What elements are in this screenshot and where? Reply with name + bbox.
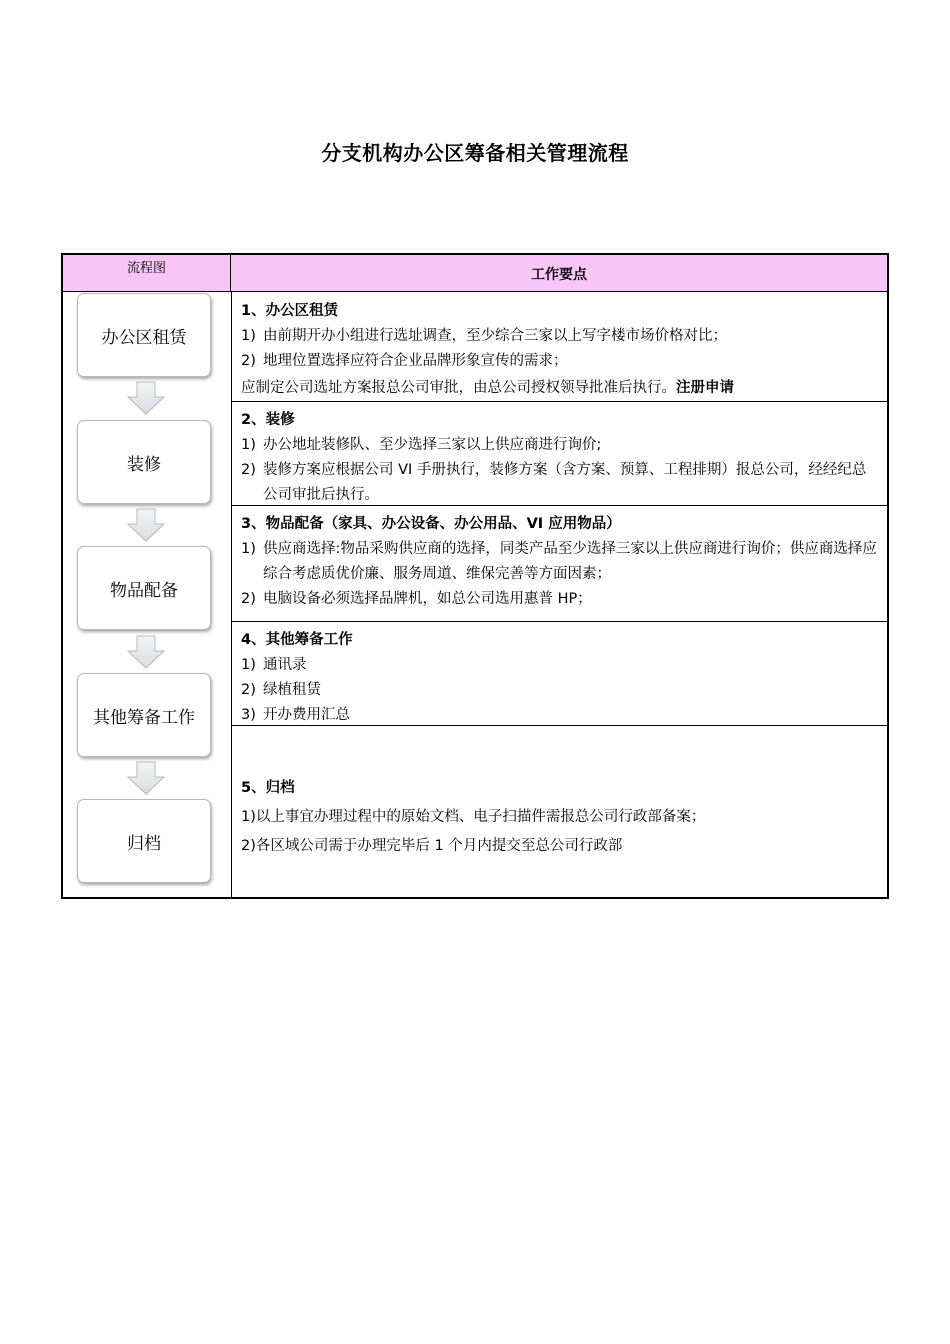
down-arrow-icon — [127, 635, 165, 669]
section-heading: 1、办公区租赁 — [241, 303, 339, 319]
item-number: 2) — [241, 353, 256, 369]
process-table — [61, 253, 889, 899]
flow-step-label: 归档 — [127, 833, 161, 854]
flow-step-other-prep — [77, 673, 211, 757]
item-number: 2) — [241, 462, 256, 478]
item-text: 开办费用汇总 — [263, 707, 350, 723]
flow-step-lease — [77, 293, 211, 377]
item-number: 1) — [241, 437, 256, 453]
section-archive — [232, 725, 887, 897]
flow-step-archive — [77, 799, 211, 883]
item-number: 2) — [241, 591, 256, 607]
page-title: 分支机构办公区筹备相关管理流程 — [321, 141, 629, 165]
flow-step-supplies — [77, 546, 211, 630]
list-item — [241, 537, 879, 587]
section-other-prep — [232, 621, 887, 725]
flow-step-label: 装修 — [127, 454, 161, 475]
down-arrow-icon — [127, 761, 165, 795]
list-item — [241, 653, 879, 678]
list-item: 2)各区域公司需于办理完毕后 1 个月内提交至总公司行政部 — [241, 838, 623, 854]
item-number: 3) — [241, 707, 256, 723]
section-heading: 3、物品配备（家具、办公设备、办公用品、VI 应用物品） — [241, 516, 621, 532]
list-item — [241, 587, 879, 612]
flow-step-renovation — [77, 420, 211, 504]
down-arrow-icon — [127, 508, 165, 542]
list-item — [241, 678, 879, 703]
note-text: 应制定公司选址方案报总公司审批，由总公司授权领导批准后执行。 — [241, 380, 676, 396]
item-text: 通讯录 — [263, 657, 307, 673]
list-item — [241, 433, 879, 458]
item-text: 电脑设备必须选择品牌机，如总公司选用惠普 HP； — [263, 591, 592, 607]
note-bold-text: 注册申请 — [676, 380, 734, 396]
section-supplies — [232, 505, 887, 621]
section-heading: 4、其他筹备工作 — [241, 632, 353, 648]
item-text: 由前期开办小组进行选址调查，至少综合三家以上写字楼市场价格对比； — [263, 328, 727, 344]
list-item: 1)以上事宜办理过程中的原始文档、电子扫描件需报总公司行政部备案； — [241, 809, 706, 825]
flow-column-header: 流程图 — [63, 255, 231, 292]
item-text: 地理位置选择应符合企业品牌形象宣传的需求； — [263, 353, 568, 369]
item-text: 绿植租赁 — [263, 682, 321, 698]
section-renovation — [232, 401, 887, 505]
points-column-header: 工作要点 — [231, 255, 887, 292]
item-number: 2) — [241, 682, 256, 698]
item-number: 1) — [241, 657, 256, 673]
down-arrow-icon — [127, 381, 165, 415]
section-note — [241, 376, 879, 401]
flow-step-label: 其他筹备工作 — [93, 707, 195, 728]
item-text: 供应商选择:物品采购供应商的选择，同类产品至少选择三家以上供应商进行询价；供应商选择应综合考虑质优价廉、服务周道、维保完善等方面因素； — [263, 541, 877, 582]
flow-step-label: 物品配备 — [110, 580, 178, 601]
item-number: 1) — [241, 328, 256, 344]
section-heading: 2、装修 — [241, 412, 295, 428]
item-text: 装修方案应根据公司 VI 手册执行，装修方案（含方案、预算、工程排期）报总公司，经经纪总公司审批后执行。 — [263, 462, 867, 503]
list-item — [241, 324, 879, 349]
section-heading: 5、归档 — [241, 780, 295, 796]
item-text: 办公地址装修队、至少选择三家以上供应商进行询价; — [263, 437, 602, 453]
list-item — [241, 349, 879, 374]
section-lease — [232, 293, 887, 401]
list-item — [241, 458, 879, 508]
flow-step-label: 办公区租赁 — [101, 327, 187, 348]
item-number: 1) — [241, 541, 256, 557]
